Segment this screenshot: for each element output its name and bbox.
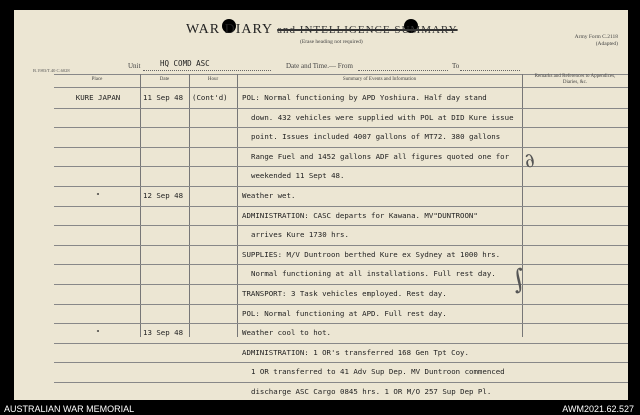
col-header-hour: Hour <box>207 77 219 82</box>
row-rule <box>54 166 628 167</box>
col-header-place: Place <box>91 77 103 82</box>
entry-date: 13 Sep 48 <box>143 328 184 338</box>
entry-text: 1 OR transferred to 41 Adv Sup Dep. MV Duntroon commenced <box>251 367 505 377</box>
entry-text: TRANSPORT: 3 Task vehicles employed. Rest day. <box>242 289 447 298</box>
entry-text: weekended 11 Sept 48. <box>251 171 345 181</box>
rule <box>143 70 271 71</box>
print-ref: B.1983/T.40 C.6028 <box>33 68 70 73</box>
pencil-mark-icon: ∂ <box>520 146 539 174</box>
date-time-label: Date and Time.— From <box>286 62 353 70</box>
entry-text: Weather wet. <box>242 191 296 200</box>
form-number: Army Form C.2118 (Adapted) <box>574 34 618 47</box>
entry-text: point. Issues included 4007 gallons of MT72. 380 gallons <box>251 132 501 142</box>
row-rule <box>54 362 628 363</box>
institution-caption: AUSTRALIAN WAR MEMORIAL <box>4 404 135 414</box>
entry-text: down. 432 vehicles were supplied with POL at DID Kure issue <box>251 112 514 122</box>
struck-title: and INTELLIGENCE SUMMARY <box>277 24 458 36</box>
entry-place: " <box>95 191 101 200</box>
entry-text: discharge ASC Cargo 0845 hrs. 1 OR M/O 257 Sup Dep Pl. <box>251 387 492 396</box>
row-rule <box>54 382 628 383</box>
rule <box>460 70 520 71</box>
row-rule <box>54 323 628 324</box>
col-header-date: Date <box>159 77 170 82</box>
entry-hour: (Cont'd) <box>192 93 228 102</box>
unit-label: Unit <box>128 62 141 70</box>
row-rule <box>54 186 628 187</box>
row-rule <box>54 127 628 128</box>
entry-text: arrives Kure 1730 hrs. <box>251 230 349 240</box>
unit-value: HQ COMD ASC <box>160 59 210 68</box>
entry-text: Weather cool to hot. <box>242 328 331 338</box>
entry-place: KURE JAPAN <box>75 93 121 102</box>
to-label: To <box>452 62 460 70</box>
entry-text: Normal functioning at all installations. Full rest day. <box>251 269 496 279</box>
entry-text: Range Fuel and 1452 gallons ADF all figures quoted one for <box>251 151 510 161</box>
entry-date: 11 Sep 48 <box>143 93 184 102</box>
col-header-summary: Summary of Events and Information <box>342 77 417 82</box>
col-header-remarks: Remarks and References to Appendices, Diaries, &c. <box>534 74 616 85</box>
entry-text: POL: Normal functioning by APD Yoshiura. Half day stand <box>242 93 487 102</box>
row-rule <box>54 206 628 207</box>
entry-text: ADMINISTRATION: CASC departs for Kawana. MV"DUNTROON" <box>242 210 478 220</box>
row-rule <box>54 284 628 285</box>
row-rule <box>54 108 628 109</box>
entry-date: 12 Sep 48 <box>143 191 184 200</box>
pencil-mark-icon: ∫ <box>508 263 530 297</box>
rule <box>358 70 448 71</box>
row-rule <box>54 245 628 246</box>
row-rule <box>54 304 628 305</box>
entry-text: SUPPLIES: M/V Duntroon berthed Kure ex Sydney at 1000 hrs. <box>242 249 501 259</box>
row-rule <box>54 264 628 265</box>
page-title: WAR DIARY and INTELLIGENCE SUMMARY <box>186 22 458 37</box>
entry-text: POL: Normal functioning at APD. Full rest day. <box>242 308 447 318</box>
entry-place: " <box>95 328 101 338</box>
row-rule <box>54 147 628 148</box>
accession-number: AWM2021.62.527 <box>562 404 634 414</box>
row-rule <box>54 343 628 344</box>
subtitle: (Erase heading not required) <box>300 39 363 45</box>
entry-text: ADMINISTRATION: 1 OR's transferred 168 Gen Tpt Coy. <box>242 347 469 357</box>
row-rule <box>54 225 628 226</box>
